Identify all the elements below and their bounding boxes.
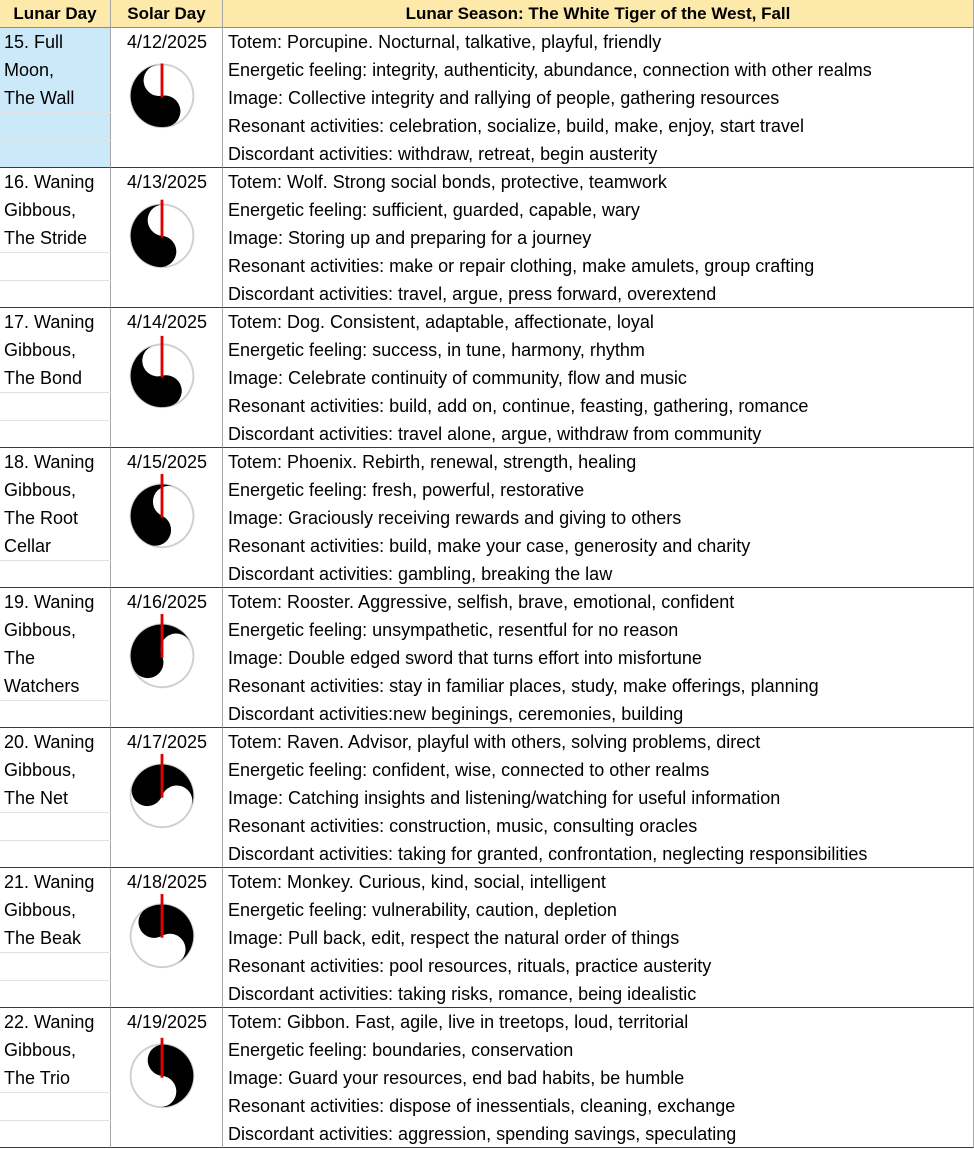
season-details-cell[interactable]: [223, 1008, 974, 1148]
header-lunar-day[interactable]: Lunar Day: [0, 0, 111, 28]
season-details-cell[interactable]: [223, 728, 974, 868]
cell-gridline: [0, 280, 111, 281]
yin-yang-icon: [124, 754, 200, 830]
totem-line: Totem: Dog. Consistent, adaptable, affectionate, loyal: [228, 312, 654, 332]
solar-day-cell[interactable]: [111, 28, 223, 168]
cell-gridline: [0, 952, 111, 953]
image-line: Image: Celebrate continuity of community, flow and music: [228, 368, 687, 388]
image-line: Image: Catching insights and listening/watching for useful information: [228, 788, 781, 808]
lunar-day-label: Gibbous,: [4, 340, 77, 360]
totem-line: Totem: Rooster. Aggressive, selfish, brave, emotional, confident: [228, 592, 735, 612]
lunar-day-label: Moon,: [4, 60, 55, 80]
yin-yang-icon: [124, 334, 200, 410]
totem-line: Totem: Wolf. Strong social bonds, protective, teamwork: [228, 172, 667, 192]
lunar-day-label: The Beak: [4, 928, 82, 948]
season-details-cell[interactable]: [223, 868, 974, 1008]
resonant-activities-line: Resonant activities: build, make your case, generosity and charity: [228, 536, 751, 556]
lunar-day-label: The Net: [4, 788, 69, 808]
lunar-day-label: Gibbous,: [4, 620, 77, 640]
season-details-cell[interactable]: [223, 308, 974, 448]
table-row: [0, 728, 974, 868]
energetic-feeling-line: Energetic feeling: unsympathetic, resentful for no reason: [228, 620, 679, 640]
season-details-cell[interactable]: [223, 168, 974, 308]
cell-gridline: [0, 700, 111, 701]
discordant-activities-line: Discordant activities: travel alone, argue, withdraw from community: [228, 424, 762, 444]
lunar-day-label: The Stride: [4, 228, 88, 248]
discordant-activities-line: Discordant activities: travel, argue, press forward, overextend: [228, 284, 717, 304]
totem-line: Totem: Raven. Advisor, playful with others, solving problems, direct: [228, 732, 761, 752]
lunar-day-label: 17. Waning: [4, 312, 95, 332]
solar-date: 4/12/2025: [126, 32, 208, 52]
image-line: Image: Pull back, edit, respect the natural order of things: [228, 928, 680, 948]
solar-date: 4/16/2025: [126, 592, 208, 612]
yin-yang-icon: [124, 474, 200, 550]
totem-line: Totem: Gibbon. Fast, agile, live in treetops, loud, territorial: [228, 1012, 689, 1032]
header-solar-day[interactable]: Solar Day: [111, 0, 223, 28]
discordant-activities-line: Discordant activities: withdraw, retreat, begin austerity: [228, 144, 658, 164]
lunar-day-label: 22. Waning: [4, 1012, 95, 1032]
season-details-cell[interactable]: [223, 28, 974, 168]
solar-date: 4/15/2025: [126, 452, 208, 472]
lunar-day-label: The Root: [4, 508, 79, 528]
resonant-activities-line: Resonant activities: dispose of inessentials, cleaning, exchange: [228, 1096, 736, 1116]
lunar-day-label: Watchers: [4, 676, 80, 696]
lunar-day-cell[interactable]: [0, 588, 111, 728]
energetic-feeling-line: Energetic feeling: sufficient, guarded, capable, wary: [228, 200, 640, 220]
lunar-day-label: 20. Waning: [4, 732, 95, 752]
cell-gridline: [0, 560, 111, 561]
lunar-day-label: Gibbous,: [4, 200, 77, 220]
solar-day-cell[interactable]: [111, 308, 223, 448]
lunar-day-label: The: [4, 648, 36, 668]
lunar-day-label: 21. Waning: [4, 872, 95, 892]
cell-gridline: [0, 1092, 111, 1093]
table-row: [0, 1008, 974, 1148]
lunar-day-label: Gibbous,: [4, 480, 77, 500]
cell-gridline: [0, 112, 111, 113]
cell-gridline: [0, 1120, 111, 1121]
solar-day-cell[interactable]: [111, 168, 223, 308]
energetic-feeling-line: Energetic feeling: integrity, authenticity, abundance, connection with other realms: [228, 60, 872, 80]
season-details-cell[interactable]: [223, 588, 974, 728]
yin-yang-icon: [124, 194, 200, 270]
lunar-day-label: The Bond: [4, 368, 83, 388]
solar-date: 4/17/2025: [126, 732, 208, 752]
energetic-feeling-line: Energetic feeling: success, in tune, harmony, rhythm: [228, 340, 645, 360]
lunar-day-cell[interactable]: [0, 308, 111, 448]
yin-yang-icon: [124, 1034, 200, 1110]
discordant-activities-line: Discordant activities: taking risks, romance, being idealistic: [228, 984, 697, 1004]
season-details-cell[interactable]: [223, 448, 974, 588]
lunar-day-cell[interactable]: [0, 1008, 111, 1148]
cell-gridline: [0, 252, 111, 253]
image-line: Image: Double edged sword that turns effort into misfortune: [228, 648, 702, 668]
yin-yang-icon: [124, 614, 200, 690]
solar-day-cell[interactable]: [111, 1008, 223, 1148]
cell-gridline: [0, 392, 111, 393]
resonant-activities-line: Resonant activities: construction, music, consulting oracles: [228, 816, 698, 836]
discordant-activities-line: Discordant activities: gambling, breaking the law: [228, 564, 613, 584]
solar-day-cell[interactable]: [111, 448, 223, 588]
table-row: [0, 588, 974, 728]
lunar-day-cell[interactable]: [0, 728, 111, 868]
cell-gridline: [0, 980, 111, 981]
solar-day-cell[interactable]: [111, 868, 223, 1008]
yin-yang-icon: [124, 54, 200, 130]
resonant-activities-line: Resonant activities: pool resources, rituals, practice austerity: [228, 956, 712, 976]
table-row: [0, 868, 974, 1008]
energetic-feeling-line: Energetic feeling: boundaries, conservation: [228, 1040, 574, 1060]
lunar-day-label: 16. Waning: [4, 172, 95, 192]
solar-date: 4/13/2025: [126, 172, 208, 192]
lunar-day-label: The Trio: [4, 1068, 71, 1088]
solar-day-cell[interactable]: [111, 588, 223, 728]
totem-line: Totem: Monkey. Curious, kind, social, intelligent: [228, 872, 606, 892]
solar-day-cell[interactable]: [111, 728, 223, 868]
solar-date: 4/18/2025: [126, 872, 208, 892]
cell-gridline: [0, 812, 111, 813]
lunar-day-label: 19. Waning: [4, 592, 95, 612]
totem-line: Totem: Porcupine. Nocturnal, talkative, playful, friendly: [228, 32, 662, 52]
lunar-day-cell[interactable]: [0, 168, 111, 308]
resonant-activities-line: Resonant activities: build, add on, continue, feasting, gathering, romance: [228, 396, 809, 416]
energetic-feeling-line: Energetic feeling: vulnerability, caution, depletion: [228, 900, 617, 920]
table-row: [0, 308, 974, 448]
resonant-activities-line: Resonant activities: celebration, socialize, build, make, enjoy, start travel: [228, 116, 804, 136]
cell-gridline: [0, 140, 111, 141]
energetic-feeling-line: Energetic feeling: confident, wise, connected to other realms: [228, 760, 710, 780]
lunar-day-label: The Wall: [4, 88, 75, 108]
cell-gridline: [0, 840, 111, 841]
lunar-day-label: 15. Full: [4, 32, 64, 52]
totem-line: Totem: Phoenix. Rebirth, renewal, strength, healing: [228, 452, 637, 472]
lunar-day-label: Gibbous,: [4, 1040, 77, 1060]
solar-date: 4/19/2025: [126, 1012, 208, 1032]
table-row: [0, 28, 974, 168]
image-line: Image: Guard your resources, end bad habits, be humble: [228, 1068, 685, 1088]
table-row: [0, 168, 974, 308]
image-line: Image: Collective integrity and rallying of people, gathering resources: [228, 88, 780, 108]
discordant-activities-line: Discordant activities:new beginings, ceremonies, building: [228, 704, 684, 724]
header-lunar-season[interactable]: Lunar Season: The White Tiger of the West, Fall: [223, 0, 974, 28]
table-row: [0, 448, 974, 588]
resonant-activities-line: Resonant activities: stay in familiar places, study, make offerings, planning: [228, 676, 819, 696]
cell-gridline: [0, 420, 111, 421]
lunar-day-cell[interactable]: [0, 448, 111, 588]
energetic-feeling-line: Energetic feeling: fresh, powerful, restorative: [228, 480, 585, 500]
lunar-day-cell[interactable]: [0, 28, 111, 168]
lunar-day-label: 18. Waning: [4, 452, 95, 472]
lunar-day-label: Gibbous,: [4, 760, 77, 780]
resonant-activities-line: Resonant activities: make or repair clothing, make amulets, group crafting: [228, 256, 815, 276]
lunar-day-label: Cellar: [4, 536, 52, 556]
lunar-day-cell[interactable]: [0, 868, 111, 1008]
yin-yang-icon: [124, 894, 200, 970]
image-line: Image: Storing up and preparing for a journey: [228, 228, 592, 248]
image-line: Image: Graciously receiving rewards and giving to others: [228, 508, 682, 528]
discordant-activities-line: Discordant activities: aggression, spending savings, speculating: [228, 1124, 737, 1144]
solar-date: 4/14/2025: [126, 312, 208, 332]
discordant-activities-line: Discordant activities: taking for granted, confrontation, neglecting responsibilities: [228, 844, 868, 864]
lunar-day-label: Gibbous,: [4, 900, 77, 920]
